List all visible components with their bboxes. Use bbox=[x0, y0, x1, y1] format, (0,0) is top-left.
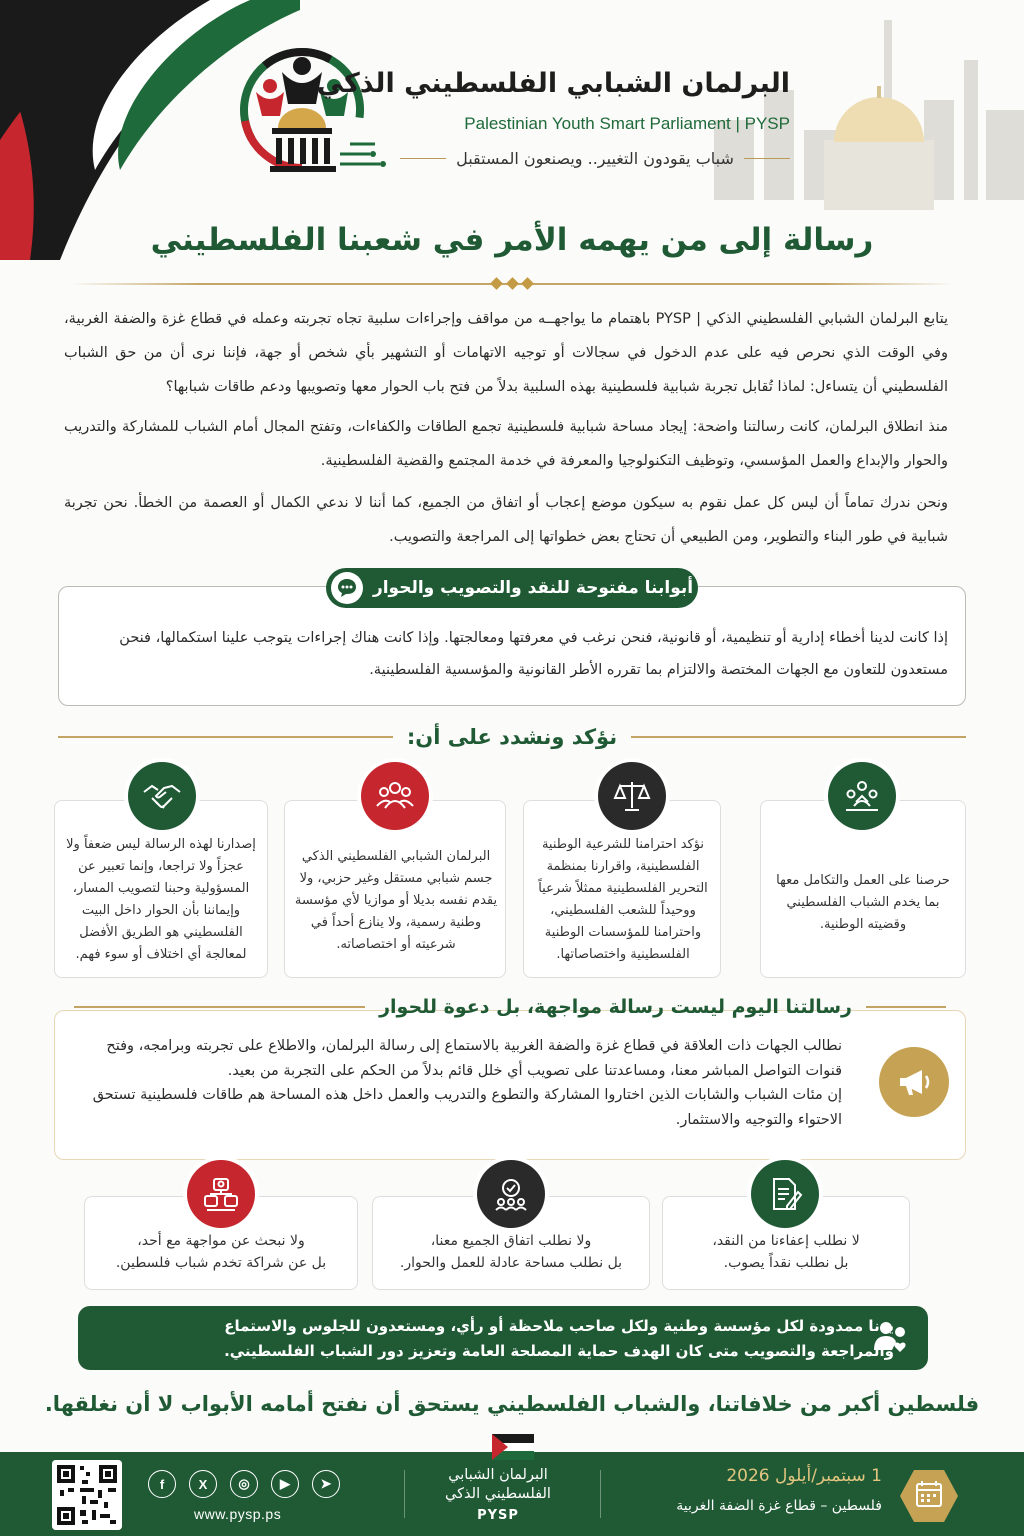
ask-card-1-line-1: لا نطلب إعفاءنا من النقد، bbox=[712, 1233, 860, 1249]
header bbox=[230, 40, 810, 190]
ask-card-3-line-2: بل عن شراكة تخدم شباب فلسطين. bbox=[115, 1255, 327, 1271]
speech-bubble-icon bbox=[331, 572, 363, 604]
website-link[interactable]: www.pysp.ps bbox=[194, 1506, 282, 1522]
network-icon bbox=[187, 1160, 255, 1228]
slogan-row bbox=[400, 146, 790, 170]
message-heading-row bbox=[74, 992, 946, 1022]
team-check-icon bbox=[477, 1160, 545, 1228]
divider-ornament bbox=[492, 277, 532, 291]
scales-icon bbox=[598, 762, 666, 830]
palestine-flag-icon bbox=[492, 1434, 534, 1460]
footer-org-short: PYSP bbox=[477, 1508, 519, 1523]
affirm-heading: نؤكد ونشدد على أن: bbox=[406, 725, 618, 749]
x-icon[interactable]: X bbox=[189, 1470, 217, 1498]
affirm-card-1-text: حرصنا على العمل والتكامل معها بما يخدم الشباب الفلسطيني وقضيته الوطنية. bbox=[776, 873, 950, 932]
ask-card-3-text bbox=[90, 1230, 352, 1274]
intro-paragraph-2: منذ انطلاق البرلمان، كانت رسالتنا واضحة: إيجاد مساحة شبابية فلسطينية تجمع الطاقات والكفاءات، وتفتح المجال أمام الشباب للمشاركة والتدريب والحوار والإبداع والعمل المؤسسي، وتوظيف التكنولوجيا والمعرفة في خدمة المجتمع والقضية الفلسطينية. bbox=[64, 419, 948, 469]
ask-card-2-text bbox=[378, 1230, 644, 1274]
issue-place: فلسطين – قطاع غزة الضفة الغربية bbox=[676, 1498, 882, 1514]
intro-paragraph-3: ونحن ندرك تماماً أن ليس كل عمل نقوم به سيكون موضع إعجاب أو اتفاق من الجميع، كما أننا لا ندعي الكمال أو العصمة من الخطأ. نحن تجربة شبابية في طور البناء والتطوير، ومن الطبيعي أن تحتاج بعض خطواتها إلى المراجعة والتصويب. bbox=[64, 495, 948, 545]
footer bbox=[0, 1452, 1024, 1536]
document-edit-icon bbox=[751, 1160, 819, 1228]
instagram-icon[interactable]: ◎ bbox=[230, 1470, 258, 1498]
message-paragraph-1: نطالب الجهات ذات العلاقة في قطاع غزة والضفة الغربية بالاستماع إلى رسالة البرلمان، والاطلاع على تجربته وبرامجه، وفتح قنوات التواصل المباشر معنا، ومساعدتنا على تصويب أي خلل قائم بدلاً من الحكم على التجربة من بعيد. bbox=[106, 1038, 842, 1079]
open-doors-label-text: أبوابنا مفتوحة للنقد والتصويب والحوار bbox=[372, 578, 694, 598]
pysp-logo bbox=[230, 44, 390, 184]
brand-name-arabic: البرلمان الشبابي الفلسطيني الذكي bbox=[316, 68, 790, 99]
message-text bbox=[80, 1034, 842, 1132]
social-links bbox=[148, 1470, 340, 1498]
people-unity-icon bbox=[828, 762, 896, 830]
youtube-icon[interactable]: ▶ bbox=[271, 1470, 299, 1498]
brand-name-english: Palestinian Youth Smart Parliament | PYSP bbox=[464, 114, 790, 133]
ask-card-2-line-2: بل نطلب مساحة عادلة للعمل والحوار. bbox=[399, 1255, 623, 1271]
intro-paragraph-1: يتابع البرلمان الشبابي الفلسطيني الذكي | PYSP باهتمام ما يواجهــه من مواقف وإجراءات سلبية تجاه تجربته وعمله في قطاع غزة والضفة الغربية، وفي الوقت الذي نحرص فيه على عدم الدخول في سجالات أو توجيه الاتهامات أو التشهير بأي شخص أو جهة، فإننا نرى أن من حق الشباب الفلسطيني أن يتساءل: لماذا تُقابل تجربة شبابية فلسطينية بهذه السلبية بدلاً من فتح باب الحوار معها وتصويبها ودعم طاقات شبابها؟ bbox=[64, 311, 949, 395]
message-heading: رسالتنا اليوم ليست رسالة مواجهة، بل دعوة للحوار bbox=[379, 996, 852, 1018]
handshake-icon bbox=[128, 762, 196, 830]
group-icon bbox=[361, 762, 429, 830]
closing-statement: فلسطين أكبر من خلافاتنا، والشباب الفلسطيني يستحق أن نفتح أمامه الأبواب لا أن نغلقها. bbox=[44, 1392, 980, 1416]
ask-card-1-line-2: بل نطلب نقداً يصوب. bbox=[723, 1255, 849, 1271]
calendar-icon bbox=[900, 1470, 958, 1522]
open-doors-label bbox=[326, 568, 698, 608]
footer-org-name: البرلمان الشبابي الفلسطيني الذكي bbox=[445, 1467, 551, 1502]
megaphone-icon bbox=[879, 1047, 949, 1117]
affirm-card-3-text: البرلمان الشبابي الفلسطيني الذكي جسم شبابي مستقل وغير حزبي، ولا يقدم نفسه بديلا أو موازيا لأي مؤسسة وطنية رسمية، ولا ينازع أحداً في شرعيته أو اختصاصاته. bbox=[294, 849, 498, 952]
ask-card-1-text bbox=[668, 1230, 904, 1274]
hand-extended-text: يدنا ممدودة لكل مؤسسة وطنية ولكل صاحب ملاحظة أو رأي، ومستعدون للجلوس والاستماع والمراجعة والتصويب متى كان الهدف حماية المصلحة العامة وتعزيز دور الشباب الفلسطيني. bbox=[224, 1317, 894, 1360]
affirm-card-4-text: إصدارنا لهذه الرسالة ليس ضعفاً ولا عجزاً ولا تراجعا، وإنما تعبير عن المسؤولية وحبنا لتصويب المسار، وإيماننا بأن الحوار داخل البيت الفلسطيني هو الطريق الأفضل لمعالجة أي اختلاف أو سوء فهم. bbox=[66, 837, 256, 962]
open-doors-text: إذا كانت لدينا أخطاء إدارية أو تنظيمية، أو قانونية، فنحن نرغب في معرفتها ومعالجتها. وإذا كانت هناك إجراءات يتوجب علينا استكمالها، فنحن مستعدون للتعاون مع الجهات المختصة والالتزام بما تقرره الأطر القانونية والمؤسسية الفلسطينية. bbox=[119, 630, 948, 678]
slogan-line-right bbox=[744, 158, 790, 159]
message-paragraph-2: إن مئات الشباب والشابات الذين اختاروا المشاركة والتطوع والتدريب والعمل داخل هذه المساحة هم طاقات فلسطينية تستحق الاحتواء والتوجيه والاستثمار. bbox=[92, 1087, 842, 1128]
affirm-card-2-text: نؤكد احترامنا للشرعية الوطنية الفلسطينية، واقرارنا بمنظمة التحرير الفلسطينية ممثلاً شرعياً ووحيداً للشعب الفلسطيني، واحترامنا للمؤسسات الوطنية الفلسطينية واختصاصاتها. bbox=[538, 837, 708, 962]
slogan-line-left bbox=[400, 158, 446, 159]
affirm-heading-row bbox=[58, 722, 966, 752]
footer-divider-right bbox=[600, 1470, 601, 1518]
telegram-icon[interactable]: ➤ bbox=[312, 1470, 340, 1498]
main-title: رسالة إلى من يهمه الأمر في شعبنا الفلسطيني bbox=[150, 222, 874, 258]
qr-code[interactable] bbox=[52, 1460, 122, 1530]
footer-divider-left bbox=[404, 1470, 405, 1518]
slogan: شباب يقودون التغيير.. ويصنعون المستقبل bbox=[456, 148, 734, 168]
hand-extended-banner bbox=[78, 1306, 928, 1370]
facebook-icon[interactable]: f bbox=[148, 1470, 176, 1498]
ask-card-3-line-1: ولا نبحث عن مواجهة مع أحد، bbox=[137, 1233, 305, 1249]
ask-card-2-line-1: ولا نطلب اتفاق الجميع معنا، bbox=[430, 1233, 592, 1249]
issue-date: 1 سبتمبر/أيلول 2026 bbox=[726, 1466, 882, 1486]
